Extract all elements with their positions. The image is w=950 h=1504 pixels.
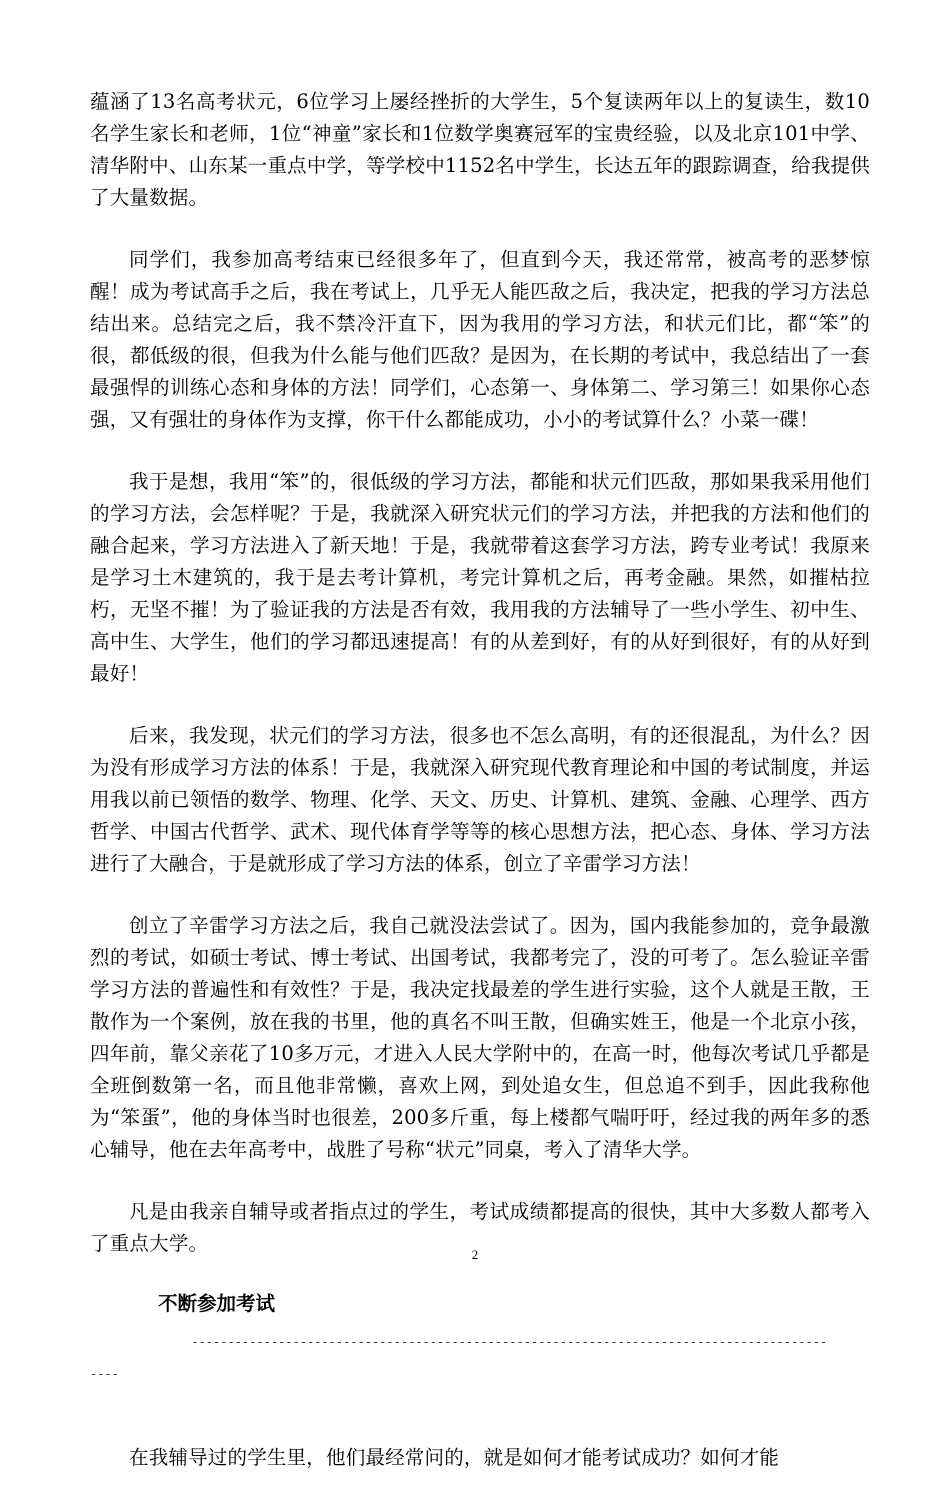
dashed-separator (90, 1318, 870, 1414)
paragraph-5: 创立了辛雷学习方法之后，我自己就没法尝试了。因为，国内我能参加的，竞争最激烈的考试，如硕士考试、博士考试、出国考试，我都考完了，没的可考了。怎么验证辛雷学习方法的普遍性和有效性？于是，我决定找最差的学生进行实验，这个人就是王散，王散作为一个案例，放在我的书里，他的真名不叫王散，但确实姓王，他是一个北京小孩，四年前，靠父亲花了10多万元，才进入人民大学附中的，在高一时，他每次考试几乎都是全班倒数第一名，而且他非常懒，喜欢上网，到处追女生，但总追不到手，因此我称他为“笨蛋”，他的身体当时也很差，200多斤重，每上楼都气喘吁吁，经过我的两年多的悉心辅导，他在去年高考中，战胜了号称“状元”同桌，考入了清华大学。 (90, 914, 870, 1161)
paragraph-2: 同学们，我参加高考结束已经很多年了，但直到今天，我还常常，被高考的恶梦惊醒！成为考试高手之后，我在考试上，几乎无人能匹敌之后，我决定，把我的学习方法总结出来。总结完之后，我不禁冷汗直下，因为我用的学习方法，和状元们比，都“笨”的很，都低级的很，但我为什么能与他们匹敌？是因为，在长期的考试中，我总结出了一套最强悍的训练心态和身体的方法！同学们，心态第一、身体第二、学习第三！如果你心态强，又有强壮的身体作为支撑，你干什么都能成功，小小的考试算什么？小菜一碟！ (90, 248, 870, 431)
section-heading: 不断参加考试 (158, 1292, 276, 1315)
paragraph-4: 后来，我发现，状元们的学习方法，很多也不怎么高明，有的还很混乱，为什么？因为没有形成学习方法的体系！于是，我就深入研究现代教育理论和中国的考试制度，并运用我以前已领悟的数学、物理、化学、天文、历史、计算机、建筑、金融、心理学、西方哲学、中国古代哲学、武术、现代体育学等等的核心思想方法，把心态、身体、学习方法进行了大融合，于是就形成了学习方法的体系，创立了辛雷学习方法！ (90, 724, 870, 875)
page-body (90, 86, 870, 1504)
paragraph-6: 凡是由我亲自辅导或者指点过的学生，考试成绩都提高的很快，其中大多数人都考入了重点大学。 (90, 1200, 870, 1255)
paragraph-3: 我于是想，我用“笨”的，很低级的学习方法，都能和状元们匹敌，那如果我采用他们的学习方法，会怎样呢？于是，我就深入研究状元们的学习方法，并把我的方法和他们的融合起来，学习方法进入了新天地！于是，我就带着这套学习方法，跨专业考试！我原来是学习土木建筑的，我于是去考计算机，考完计算机之后，再考金融。果然，如摧枯拉朽，无坚不摧！为了验证我的方法是否有效，我用我的方法辅导了一些小学生、初中生、高中生、大学生，他们的学习都迅速提高！有的从差到好，有的从好到很好，有的从好到最好！ (90, 470, 870, 685)
page-number: 2 (471, 1247, 479, 1262)
dashed-separator-main: ---------------------------------------------------------------------------------------- (191, 1335, 828, 1349)
dashed-separator-tail: ---- (90, 1367, 119, 1381)
paragraph-1: 蕴涵了13名高考状元，6位学习上屡经挫折的大学生，5个复读两年以上的复读生，数10名学生家长和老师，1位“神童”家长和1位数学奥赛冠军的宝贵经验，以及北京101中学、清华附中、山东某一重点中学，等学校中1152名中学生，长达五年的跟踪调查，给我提供了大量数据。 (90, 90, 870, 209)
paragraph-7: 在我辅导过的学生里，他们最经常问的，就是如何才能考试成功？如何才能 (129, 1446, 780, 1469)
